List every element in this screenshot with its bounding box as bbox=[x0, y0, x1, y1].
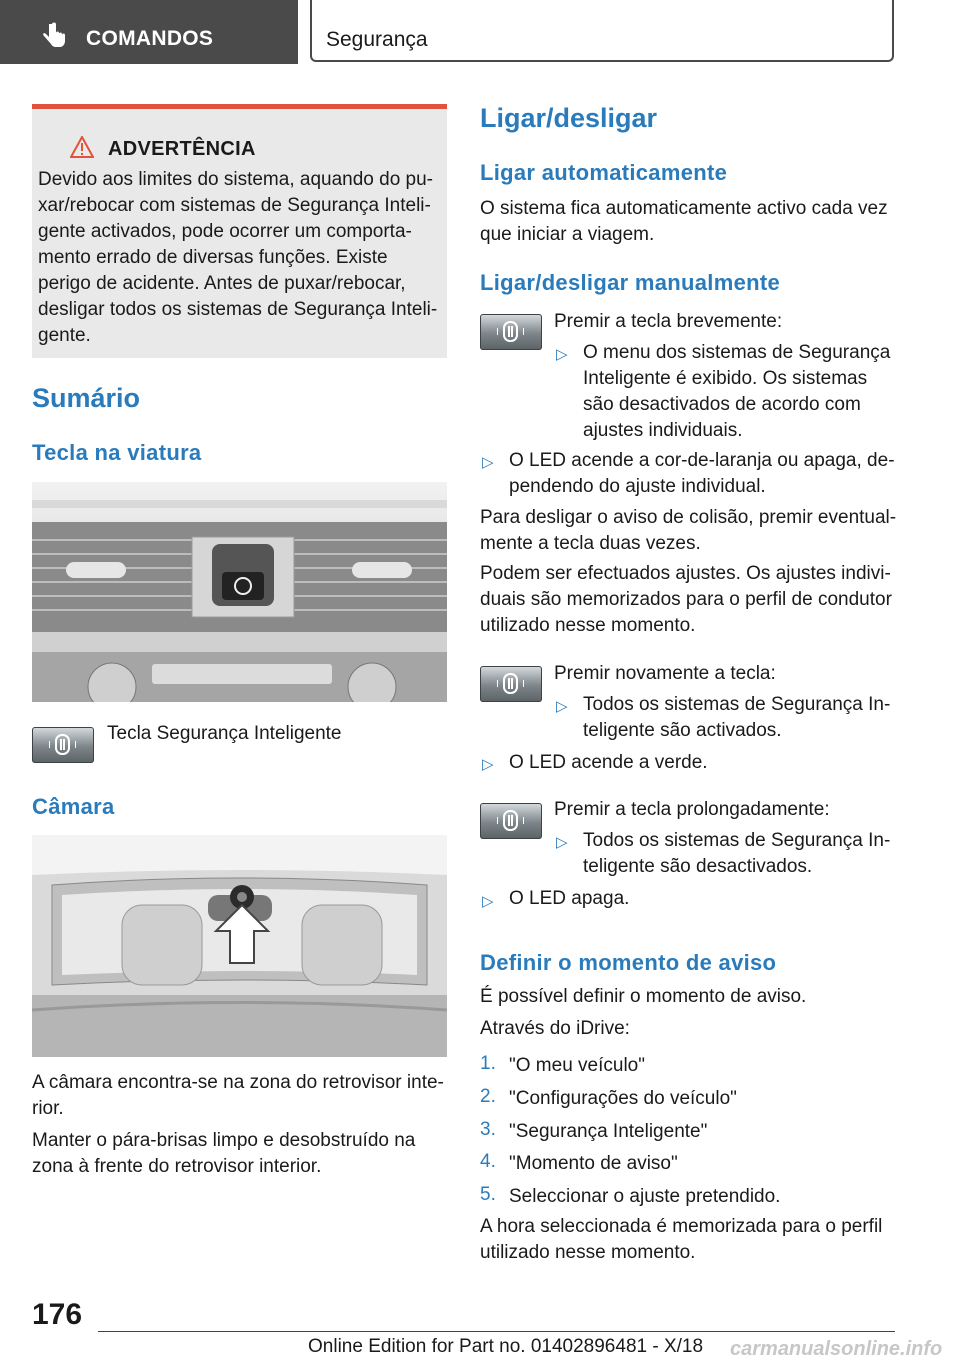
key-caption: Tecla Segurança Inteligente bbox=[107, 723, 342, 744]
warning-line: Devido aos limites do sistema, aquando do pu‐ bbox=[38, 169, 434, 190]
driver-assist-button-icon bbox=[480, 666, 542, 702]
manual-heading: Ligar/desligar manualmente bbox=[480, 270, 780, 295]
warn-moment-text: É possível definir o momento de aviso. bbox=[480, 986, 807, 1007]
section-title: COMANDOS bbox=[86, 27, 214, 50]
press-again-text: Premir novamente a tecla: bbox=[554, 663, 776, 684]
camera-location-text: A câmara encontra-se na zona do retrovisor inte‐ rior. bbox=[32, 1072, 444, 1119]
idrive-steps bbox=[480, 1053, 900, 1216]
press-long-bullet: Todos os sistemas de Segurança In‐ teligente são desactivados. bbox=[583, 830, 891, 877]
driver-assist-button-icon bbox=[480, 803, 542, 839]
warning-line: gente. bbox=[38, 325, 91, 346]
chapter-box bbox=[310, 0, 894, 62]
led-orange-text: O LED acende a cor-de-laranja ou apaga, de‐ pendendo do ajuste individual. bbox=[509, 450, 895, 497]
bullet-icon: ▷ bbox=[482, 756, 494, 773]
warn-moment-heading: Definir o momento de aviso bbox=[480, 950, 777, 975]
camera-clean-text: Manter o pára-brisas limpo e desobstruído na zona à frente do retrovisor interior. bbox=[32, 1130, 416, 1177]
edition-text: Online Edition for Part no. 01402896481 - X/18 bbox=[308, 1336, 704, 1357]
hand-pointer-icon bbox=[40, 22, 66, 50]
bullet-icon: ▷ bbox=[482, 893, 494, 910]
chapter-title: Segurança bbox=[326, 28, 428, 51]
page-number: 176 bbox=[32, 1298, 83, 1331]
onoff-heading: Ligar/desligar bbox=[480, 103, 658, 133]
watermark: carmanualsonline.info bbox=[730, 1338, 943, 1360]
auto-text: O sistema fica automaticamente activo cada vez que iniciar a viagem. bbox=[480, 198, 888, 245]
section-tab bbox=[0, 0, 298, 64]
idrive-text: Através do iDrive: bbox=[480, 1018, 630, 1039]
collision-text: Para desligar o aviso de colisão, premir eventual‐ mente a tecla duas vezes. bbox=[480, 507, 897, 554]
summary-heading: Sumário bbox=[32, 383, 141, 413]
camera-heading: Câmara bbox=[32, 794, 115, 819]
press-short-text: Premir a tecla brevemente: bbox=[554, 311, 783, 332]
press-long-text: Premir a tecla prolongadamente: bbox=[554, 799, 830, 820]
driver-assist-button-icon bbox=[480, 314, 542, 350]
warning-line: xar/rebocar com sistemas de Segurança Inteli‐ bbox=[38, 195, 431, 216]
warning-line: gente activados, pode ocorrer um comporta‐ bbox=[38, 221, 412, 242]
driver-assist-button-icon bbox=[32, 727, 94, 763]
warning-line: desligar todos os sistemas de Segurança Inteli‐ bbox=[38, 299, 438, 320]
warning-line: mento errado de diversas funções. Existe bbox=[38, 247, 388, 268]
list-item: 4. "Momento de aviso" bbox=[480, 1151, 678, 1174]
adjust-text: Podem ser efectuados ajustes. Os ajustes indivi‐ duais são memorizados para o perfil de condutor utilizado nesse momento. bbox=[480, 563, 892, 636]
list-item: 3. "Segurança Inteligente" bbox=[480, 1119, 708, 1142]
bullet-icon: ▷ bbox=[556, 698, 568, 715]
warning-box bbox=[32, 104, 447, 358]
list-item: 1. "O meu veículo" bbox=[480, 1053, 645, 1076]
press-again-bullet: Todos os sistemas de Segurança In‐ teligente são activados. bbox=[583, 694, 891, 741]
warning-line: perigo de acidente. Antes de puxar/rebocar, bbox=[38, 273, 406, 294]
dashboard-key-photo bbox=[32, 482, 447, 702]
warning-text bbox=[38, 167, 442, 349]
key-heading: Tecla na viatura bbox=[32, 440, 202, 465]
warning-triangle-icon bbox=[70, 136, 94, 158]
bullet-icon: ▷ bbox=[556, 834, 568, 851]
bullet-icon: ▷ bbox=[482, 454, 494, 471]
footer-divider bbox=[98, 1331, 895, 1332]
press-short-bullet: O menu dos sistemas de Segurança Inteligente é exibido. Os sistemas são desactivados de acordo com ajustes individuais. bbox=[583, 342, 891, 441]
list-item: 5. Seleccionar o ajuste pretendido. bbox=[480, 1184, 781, 1207]
auto-heading: Ligar automaticamente bbox=[480, 160, 728, 185]
bullet-icon: ▷ bbox=[556, 346, 568, 363]
windshield-camera-photo bbox=[32, 835, 447, 1057]
final-text: A hora seleccionada é memorizada para o perfil utilizado nesse momento. bbox=[480, 1216, 883, 1263]
led-green-text: O LED acende a verde. bbox=[509, 752, 708, 773]
list-item: 2. "Configurações do veículo" bbox=[480, 1086, 737, 1109]
led-off-text: O LED apaga. bbox=[509, 888, 630, 909]
warning-title: ADVERTÊNCIA bbox=[108, 138, 256, 160]
